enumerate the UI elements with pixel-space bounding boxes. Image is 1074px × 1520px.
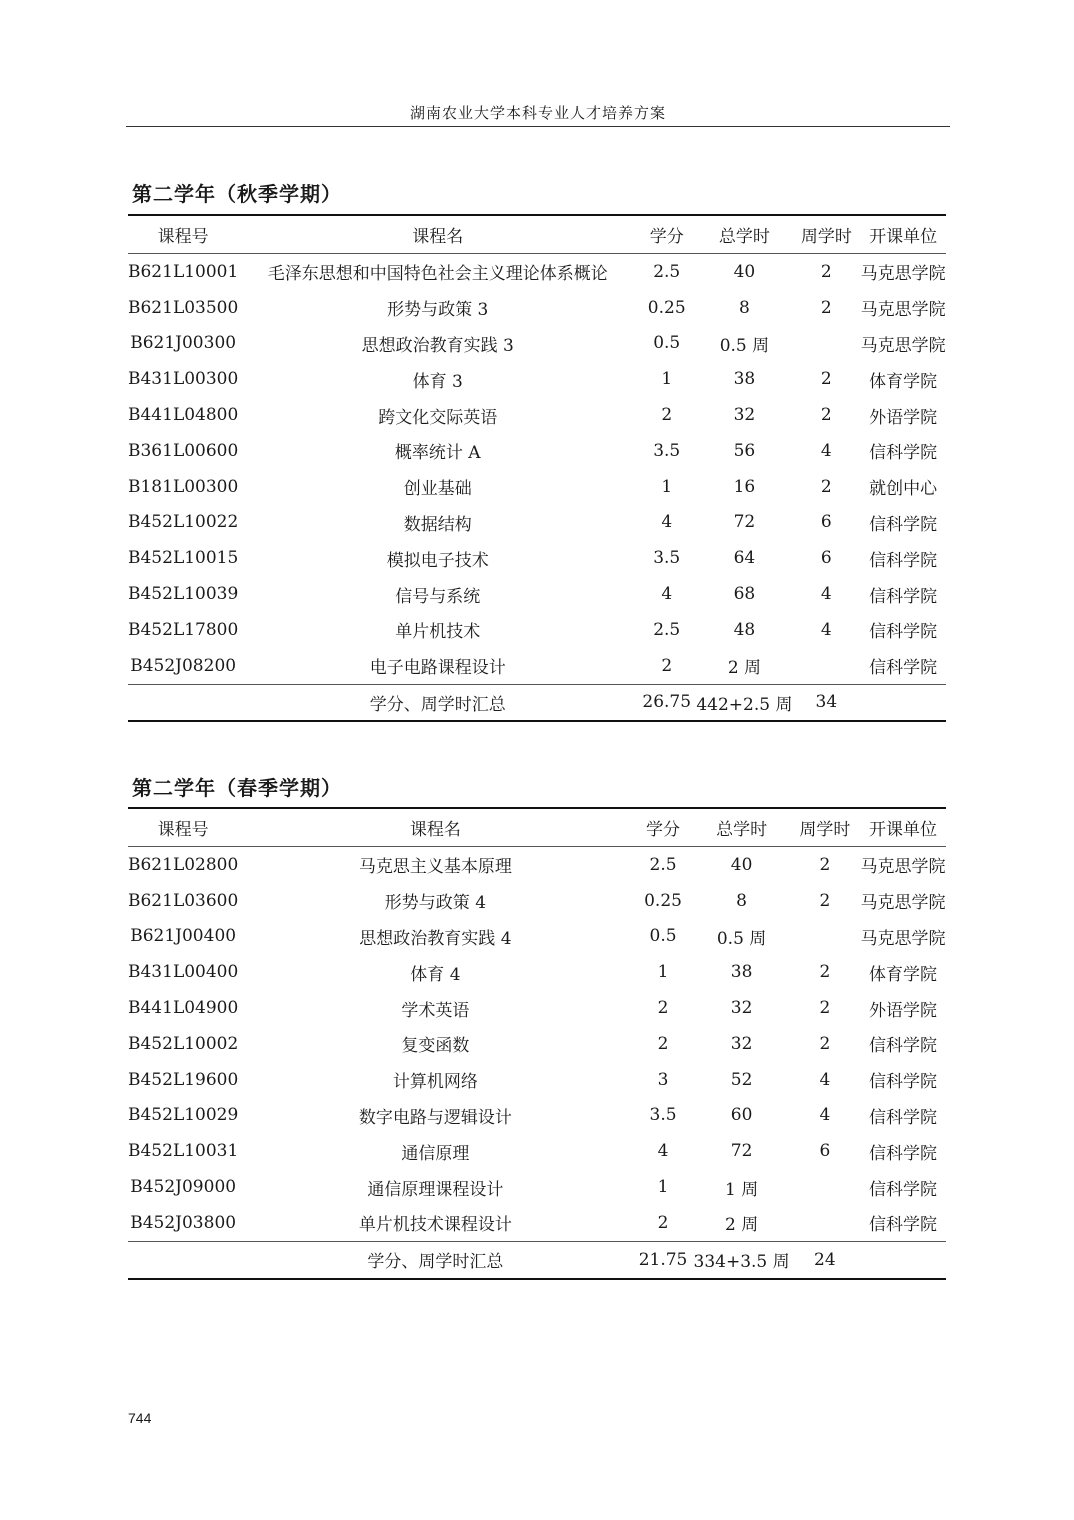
course-code: B621L03600: [128, 890, 239, 911]
course-unit: 信科学院: [869, 658, 938, 679]
course-name: 创业基础: [403, 479, 472, 500]
course-hours: 40: [730, 854, 753, 875]
course-hours: 72: [733, 512, 756, 533]
course-weekly: [790, 919, 860, 955]
course-unit: 信科学院: [869, 586, 938, 607]
course-hours: 38: [733, 369, 756, 390]
course-unit: 外语学院: [869, 407, 938, 428]
course-hours: 2 周: [727, 658, 762, 679]
table-row: [128, 1062, 946, 1098]
course-code: B621L03500: [128, 297, 239, 318]
course-weekly: 6: [820, 548, 832, 569]
course-credit: 0.5: [649, 926, 677, 947]
course-hours: 56: [733, 440, 756, 461]
course-weekly: 2: [819, 1033, 831, 1054]
course-code: B452J09000: [130, 1177, 237, 1198]
course-weekly: 6: [820, 512, 832, 533]
course-name: 电子电路课程设计: [369, 658, 506, 679]
course-code: B621L10001: [128, 261, 239, 282]
course-hours: 60: [730, 1105, 753, 1126]
table-row: [128, 1169, 946, 1205]
col-header-credit: 学分: [637, 215, 696, 254]
course-weekly: 4: [820, 619, 832, 640]
table-row: [128, 612, 946, 648]
course-hours: 0.5 周: [719, 335, 770, 356]
course-credit: 2.5: [653, 619, 681, 640]
course-code: B452L10039: [128, 584, 239, 605]
table-row: [128, 361, 946, 397]
course-code: B452L10031: [128, 1141, 239, 1162]
course-unit: 马克思学院: [860, 264, 946, 285]
course-name: 形势与政策 3: [387, 300, 489, 321]
course-code: B452J08200: [130, 655, 237, 676]
course-credit: 2.5: [649, 854, 677, 875]
col-header-code: 课程号: [128, 215, 238, 254]
course-name: 体育 3: [412, 371, 463, 392]
total-row: [128, 684, 946, 721]
course-credit: 0.25: [644, 890, 682, 911]
course-hours: 1 周: [724, 1179, 759, 1200]
col-header-hours: 总学时: [694, 808, 790, 847]
course-credit: 4: [657, 1141, 669, 1162]
course-name: 跨文化交际英语: [378, 407, 498, 428]
course-hours: 40: [733, 261, 756, 282]
course-hours: 0.5 周: [716, 928, 767, 949]
course-code: B452L19600: [128, 1069, 239, 1090]
course-code: B452L10015: [128, 548, 239, 569]
course-hours: 64: [733, 548, 756, 569]
total-hours: 442+2.5 周: [696, 684, 792, 721]
course-code: B361L00600: [128, 440, 239, 461]
course-code: B431L00300: [128, 369, 239, 390]
course-code: B181L00300: [128, 476, 239, 497]
course-name: 形势与政策 4: [384, 893, 487, 914]
course-name: 体育 4: [410, 964, 461, 985]
table-row: [128, 1133, 946, 1169]
total-spacer: [860, 1241, 946, 1278]
total-credit: 21.75: [633, 1241, 694, 1278]
col-header-credit: 学分: [633, 808, 694, 847]
table-row: [128, 1026, 946, 1062]
course-hours: 52: [730, 1069, 753, 1090]
course-hours: 16: [733, 476, 756, 497]
course-name: 信号与系统: [395, 586, 481, 607]
course-hours: 32: [730, 998, 753, 1019]
course-code: B452L10029: [128, 1105, 239, 1126]
course-code: B452L10002: [128, 1033, 239, 1054]
table-row: [128, 919, 946, 955]
table-row: [128, 1098, 946, 1134]
course-code: B452L10022: [128, 512, 239, 533]
course-unit: 信科学院: [869, 1107, 938, 1128]
course-table-autumn: [128, 214, 946, 722]
total-weekly: 24: [790, 1241, 860, 1278]
col-header-hours: 总学时: [696, 215, 792, 254]
course-weekly: 2: [820, 297, 832, 318]
course-credit: 0.5: [653, 333, 681, 354]
course-unit: 马克思学院: [860, 893, 946, 914]
table-row: [128, 954, 946, 990]
table-row: [128, 883, 946, 919]
course-credit: 3.5: [653, 548, 681, 569]
course-unit: 信科学院: [869, 514, 938, 535]
col-header-weekly: 周学时: [793, 215, 861, 254]
table-row: [128, 1205, 946, 1241]
course-name: 思想政治教育实践 4: [359, 928, 512, 949]
section-title-autumn: 第二学年（秋季学期）: [132, 182, 342, 206]
course-weekly: [793, 326, 861, 362]
course-table-spring: [128, 807, 946, 1280]
course-credit: 4: [661, 584, 673, 605]
course-credit: 2.5: [653, 261, 681, 282]
table-row: [128, 540, 946, 576]
col-header-name: 课程名: [238, 808, 632, 847]
course-credit: 1: [661, 369, 673, 390]
page-number: 744: [128, 1410, 152, 1426]
course-hours: 32: [730, 1033, 753, 1054]
course-weekly: 4: [819, 1105, 831, 1126]
course-weekly: [790, 1169, 860, 1205]
course-name: 通信原理: [401, 1143, 470, 1164]
course-unit: 信科学院: [869, 622, 938, 643]
course-credit: 1: [661, 476, 673, 497]
table-row: [128, 290, 946, 326]
course-name: 计算机网络: [392, 1072, 478, 1093]
course-unit: 信科学院: [869, 443, 938, 464]
course-unit: 信科学院: [869, 1143, 938, 1164]
course-hours: 38: [730, 962, 753, 983]
section-title-spring: 第二学年（春季学期）: [132, 776, 342, 800]
course-weekly: [793, 648, 861, 684]
col-header-code: 课程号: [128, 808, 238, 847]
course-code: B621L02800: [128, 854, 239, 875]
table-row: [128, 847, 946, 883]
col-header-weekly: 周学时: [790, 808, 860, 847]
table-row: [128, 326, 946, 362]
course-credit: 0.25: [647, 297, 686, 318]
col-header-name: 课程名: [238, 215, 637, 254]
course-credit: 2: [657, 998, 669, 1019]
table-row: [128, 254, 946, 290]
course-unit: 体育学院: [869, 371, 938, 392]
course-weekly: 2: [820, 261, 832, 282]
course-name: 毛泽东思想和中国特色社会主义理论体系概论: [267, 264, 608, 285]
course-unit: 信科学院: [869, 1179, 938, 1200]
course-hours: 2 周: [724, 1215, 759, 1236]
course-credit: 3: [657, 1069, 669, 1090]
course-code: B431L00400: [128, 962, 239, 983]
total-label: 学分、周学时汇总: [238, 1241, 632, 1278]
course-unit: 马克思学院: [860, 928, 946, 949]
col-header-unit: 开课单位: [860, 215, 946, 254]
table-row: [128, 469, 946, 505]
course-credit: 1: [657, 1177, 669, 1198]
total-weekly: 34: [793, 684, 861, 721]
table-row: [128, 990, 946, 1026]
course-credit: 4: [661, 512, 673, 533]
course-code: B452J03800: [130, 1212, 237, 1233]
course-hours: 8: [739, 297, 750, 318]
course-weekly: 4: [820, 584, 832, 605]
course-credit: 2: [657, 1033, 669, 1054]
course-hours: 8: [736, 890, 747, 911]
course-weekly: 2: [819, 962, 831, 983]
course-unit: 信科学院: [869, 1036, 938, 1057]
course-name: 学术英语: [401, 1000, 470, 1021]
course-name: 数字电路与逻辑设计: [358, 1107, 512, 1128]
course-name: 数据结构: [403, 514, 472, 535]
course-credit: 2: [661, 655, 673, 676]
course-unit: 外语学院: [869, 1000, 938, 1021]
course-weekly: 2: [819, 998, 831, 1019]
course-unit: 信科学院: [869, 550, 938, 571]
course-weekly: 6: [819, 1141, 831, 1162]
course-code: B621J00400: [130, 926, 237, 947]
course-name: 单片机技术: [395, 622, 481, 643]
total-credit: 26.75: [637, 684, 696, 721]
course-weekly: 4: [819, 1069, 831, 1090]
table-row: [128, 397, 946, 433]
course-code: B621J00300: [130, 333, 237, 354]
course-hours: 68: [733, 584, 756, 605]
course-weekly: 2: [820, 369, 832, 390]
course-hours: 72: [730, 1141, 753, 1162]
course-code: B452L17800: [128, 619, 239, 640]
course-weekly: 4: [820, 440, 832, 461]
total-spacer: [128, 1241, 238, 1278]
course-hours: 48: [733, 619, 756, 640]
total-spacer: [128, 684, 238, 721]
course-credit: 2: [661, 405, 673, 426]
course-unit: 马克思学院: [860, 300, 946, 321]
course-unit: 马克思学院: [860, 857, 946, 878]
table-row: [128, 433, 946, 469]
course-name: 复变函数: [401, 1036, 470, 1057]
course-weekly: [790, 1205, 860, 1241]
course-credit: 1: [657, 962, 669, 983]
course-unit: 信科学院: [869, 1072, 938, 1093]
course-weekly: 2: [819, 890, 831, 911]
table-header-row: [128, 808, 946, 847]
course-name: 马克思主义基本原理: [358, 857, 512, 878]
total-label: 学分、周学时汇总: [238, 684, 637, 721]
course-unit: 马克思学院: [860, 335, 946, 356]
course-name: 思想政治教育实践 3: [361, 335, 514, 356]
course-unit: 体育学院: [869, 964, 938, 985]
table-row: [128, 648, 946, 684]
course-weekly: 2: [819, 854, 831, 875]
course-code: B441L04800: [128, 405, 239, 426]
course-hours: 32: [733, 405, 756, 426]
course-name: 模拟电子技术: [386, 550, 489, 571]
total-spacer: [860, 684, 946, 721]
course-weekly: 2: [820, 476, 832, 497]
course-code: B441L04900: [128, 998, 239, 1019]
col-header-unit: 开课单位: [860, 808, 946, 847]
course-unit: 就创中心: [869, 479, 938, 500]
course-credit: 3.5: [649, 1105, 677, 1126]
course-name: 通信原理课程设计: [367, 1179, 504, 1200]
course-credit: 2: [657, 1212, 669, 1233]
course-name: 概率统计 A: [394, 443, 481, 464]
total-hours: 334+3.5 周: [694, 1241, 790, 1278]
table-row: [128, 505, 946, 541]
course-credit: 3.5: [653, 440, 681, 461]
course-weekly: 2: [820, 405, 832, 426]
running-header: 湖南农业大学本科专业人才培养方案: [126, 100, 950, 127]
table-row: [128, 576, 946, 612]
table-header-row: [128, 215, 946, 254]
course-name: 单片机技术课程设计: [358, 1215, 512, 1236]
total-row: [128, 1241, 946, 1278]
course-unit: 信科学院: [869, 1215, 938, 1236]
